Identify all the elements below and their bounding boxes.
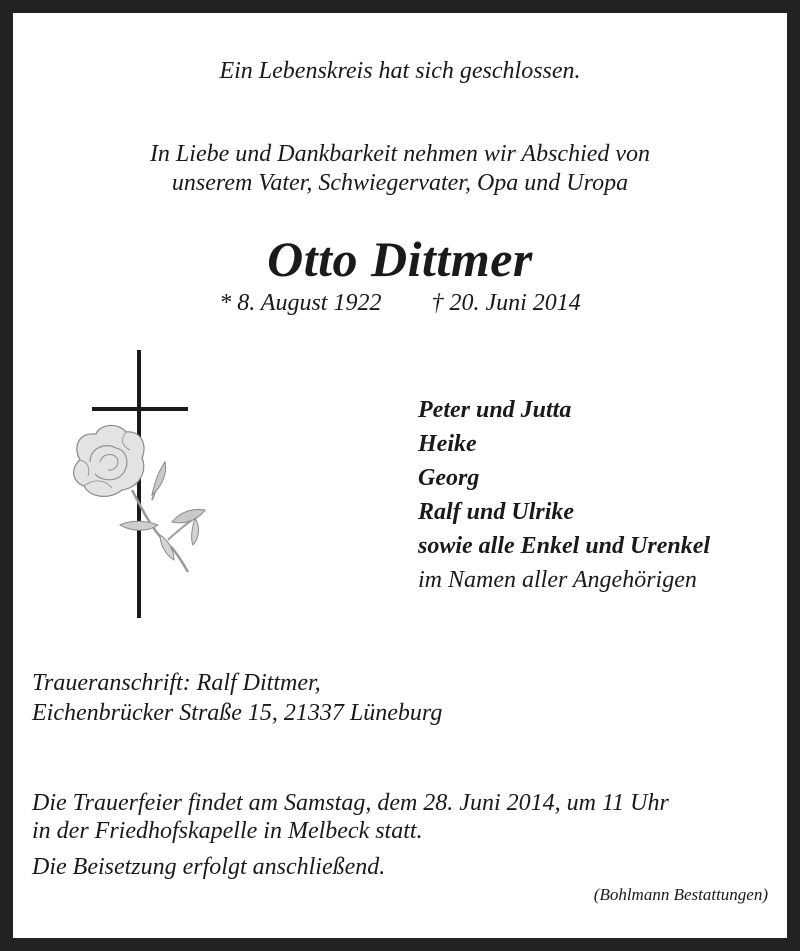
cross-icon bbox=[60, 350, 230, 620]
address-line-1: Traueranschrift: Ralf Dittmer, bbox=[32, 670, 321, 696]
address-line-2: Eichenbrücker Straße 15, 21337 Lüneburg bbox=[32, 700, 443, 726]
farewell-line-1: In Liebe und Dankbarkeit nehmen wir Abschied von bbox=[149, 141, 651, 167]
mourner-item: Georg bbox=[418, 465, 480, 491]
ceremony-info bbox=[32, 789, 669, 881]
ceremony-line-3: Die Beisetzung erfolgt anschließend. bbox=[32, 854, 386, 880]
birth-date: * 8. August 1922 bbox=[219, 290, 382, 316]
mourning-address bbox=[32, 668, 442, 728]
mourner-item: Heike bbox=[418, 431, 477, 457]
mourner-item: sowie alle Enkel und Urenkel bbox=[418, 533, 711, 559]
intro-text: Ein Lebenskreis hat sich geschlossen. bbox=[219, 58, 581, 84]
mourner-item: Peter und Jutta bbox=[418, 397, 572, 423]
cross-and-rose bbox=[60, 350, 230, 620]
ceremony-line-2: in der Friedhofskapelle in Melbeck statt. bbox=[32, 818, 423, 844]
deceased-name: Otto Dittmer bbox=[267, 231, 533, 287]
mourner-item: Ralf und Ulrike bbox=[418, 499, 575, 525]
funeral-home-credit: (Bohlmann Bestattungen) bbox=[593, 885, 768, 904]
death-date: † 20. Juni 2014 bbox=[431, 290, 581, 316]
farewell-text bbox=[13, 140, 787, 198]
on-behalf-text: im Namen aller Angehörigen bbox=[418, 567, 697, 593]
life-dates bbox=[13, 290, 787, 317]
ceremony-line-1: Die Trauerfeier findet am Samstag, dem 28. Juni 2014, um 11 Uhr bbox=[32, 790, 669, 816]
farewell-line-2: unserem Vater, Schwiegervater, Opa und Uropa bbox=[171, 170, 629, 196]
mourners-list bbox=[418, 393, 710, 597]
